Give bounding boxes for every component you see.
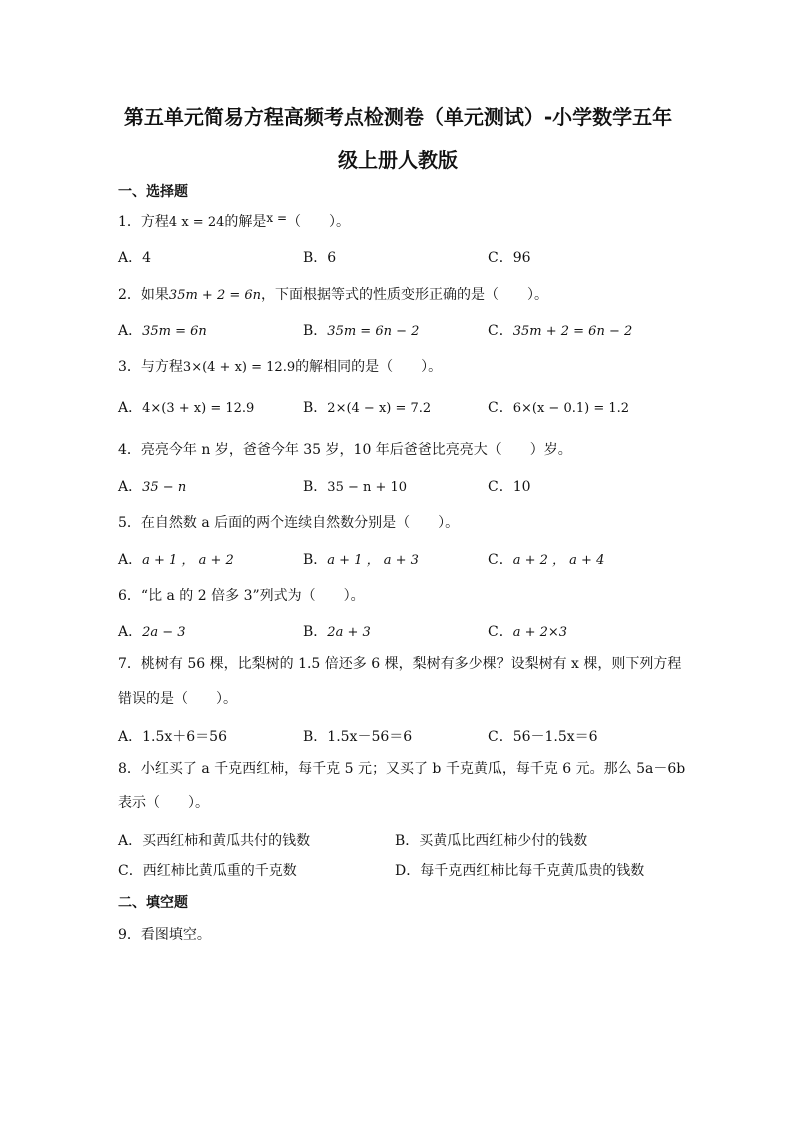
question-7-line-2: 错误的是（ ）。: [118, 691, 237, 707]
question-1-option-c: C．96: [488, 250, 531, 266]
question-7-option-b: B．1.5x－56＝6: [303, 729, 413, 745]
question-1-option-b: B．6: [303, 250, 337, 266]
question-8-option-c: C．西红柿比黄瓜重的千克数: [118, 863, 297, 879]
question-7-option-c: C．56－1.5x＝6: [488, 729, 598, 745]
question-2-suffix: ，下面根据等式的性质变形正确的是（ ）。: [261, 287, 549, 303]
question-2-equation: 35m + 2 = 6n: [168, 288, 262, 303]
option-label: C．: [488, 552, 513, 568]
question-1-variable: x =: [266, 211, 287, 225]
option-expression: 35m = 6n − 2: [327, 324, 420, 339]
option-label: B．: [303, 323, 328, 339]
section-heading-multiple-choice: 一、选择题: [118, 184, 188, 200]
question-3-option-a: [118, 399, 254, 418]
option-label: C．: [488, 400, 513, 416]
question-7-line-1: 7．桃树有 56 棵，比梨树的 1.5 倍还多 6 棵，梨树有多少棵？设梨树有 x 棵，则下列方程: [118, 656, 682, 672]
option-expression: 2a + 3: [327, 625, 371, 640]
question-2: [118, 286, 548, 305]
question-6: 6．“比 a 的 2 倍多 3”列式为（ ）。: [118, 588, 365, 604]
section-heading-fill-in: 二、填空题: [118, 895, 188, 911]
question-1: [118, 213, 350, 232]
option-expression: a + 2 ， a + 4: [512, 553, 605, 568]
option-expression: 35m + 2 = 6n − 2: [512, 324, 633, 339]
question-5-option-b: [303, 551, 419, 570]
question-1-option-a: A．4: [118, 250, 152, 266]
option-expression: 2×(4 − x) = 7.2: [327, 401, 432, 416]
question-3: [118, 358, 442, 377]
option-label: A．: [118, 479, 143, 495]
question-1-equation: 4 x = 24: [168, 215, 225, 230]
question-8-line-2: 表示（ ）。: [118, 795, 209, 811]
question-5-option-c: [488, 551, 604, 570]
question-6-option-a: [118, 623, 186, 642]
question-4: 4．亮亮今年 n 岁，爸爸今年 35 岁，10 年后爸爸比亮亮大（ ）岁。: [118, 442, 572, 458]
question-6-option-c: [488, 623, 567, 642]
question-7-option-a: A．1.5x＋6＝56: [118, 729, 227, 745]
question-3-suffix: 的解相同的是（ ）。: [295, 359, 443, 375]
option-label: B．: [303, 479, 328, 495]
question-1-prefix: 1．方程: [118, 214, 169, 230]
option-expression: 35m = 6n: [142, 324, 207, 339]
question-9: 9．看图填空。: [118, 927, 211, 943]
option-label: A．: [118, 624, 143, 640]
option-expression: 35 − n: [142, 480, 187, 495]
option-expression: 6×(x − 0.1) = 1.2: [512, 401, 630, 416]
option-expression: a + 2×3: [512, 625, 568, 640]
question-3-prefix: 3．与方程: [118, 359, 183, 375]
question-2-option-c: [488, 322, 632, 341]
option-label: C．: [488, 323, 513, 339]
question-5-option-a: [118, 551, 234, 570]
question-8-option-d: D．每千克西红柿比每千克黄瓜贵的钱数: [395, 863, 645, 879]
option-label: C．: [488, 624, 513, 640]
question-2-option-b: [303, 322, 419, 341]
question-3-equation: 3×(4 + x) = 12.9: [182, 360, 296, 375]
option-label: B．: [303, 624, 328, 640]
question-2-prefix: 2．如果: [118, 287, 169, 303]
question-8-option-b: B．买黄瓜比西红柿少付的钱数: [395, 833, 588, 849]
page-title-line2: 级上册人教版: [338, 148, 458, 172]
question-5: 5．在自然数 a 后面的两个连续自然数分别是（ ）。: [118, 515, 460, 531]
option-label: A．: [118, 400, 143, 416]
question-4-option-a: [118, 478, 186, 497]
option-label: A．: [118, 552, 143, 568]
page-title-line1: 第五单元简易方程高频考点检测卷（单元测试）-小学数学五年: [123, 105, 673, 129]
question-8-line-1: 8．小红买了 a 千克西红柿，每千克 5 元；又买了 b 千克黄瓜，每千克 6 元。那么 5a－6b: [118, 761, 686, 777]
option-label: B．: [303, 552, 328, 568]
question-4-option-b: [303, 478, 407, 497]
question-3-option-b: [303, 399, 431, 418]
question-1-suffix: （ ）。: [287, 214, 350, 230]
option-expression: 4×(3 + x) = 12.9: [142, 401, 255, 416]
question-4-option-c: C．10: [488, 479, 531, 495]
option-expression: a + 1 ， a + 3: [327, 553, 419, 568]
option-expression: a + 1 ， a + 2: [142, 553, 234, 568]
option-expression: 2a − 3: [142, 625, 186, 640]
question-2-option-a: [118, 322, 207, 341]
question-3-option-c: [488, 399, 629, 418]
question-6-option-b: [303, 623, 371, 642]
question-8-option-a: A．买西红柿和黄瓜共付的钱数: [118, 833, 311, 849]
option-label: B．: [303, 400, 328, 416]
question-1-middle: 的解是: [224, 214, 267, 230]
option-expression: 35 − n + 10: [327, 480, 408, 495]
option-label: A．: [118, 323, 143, 339]
